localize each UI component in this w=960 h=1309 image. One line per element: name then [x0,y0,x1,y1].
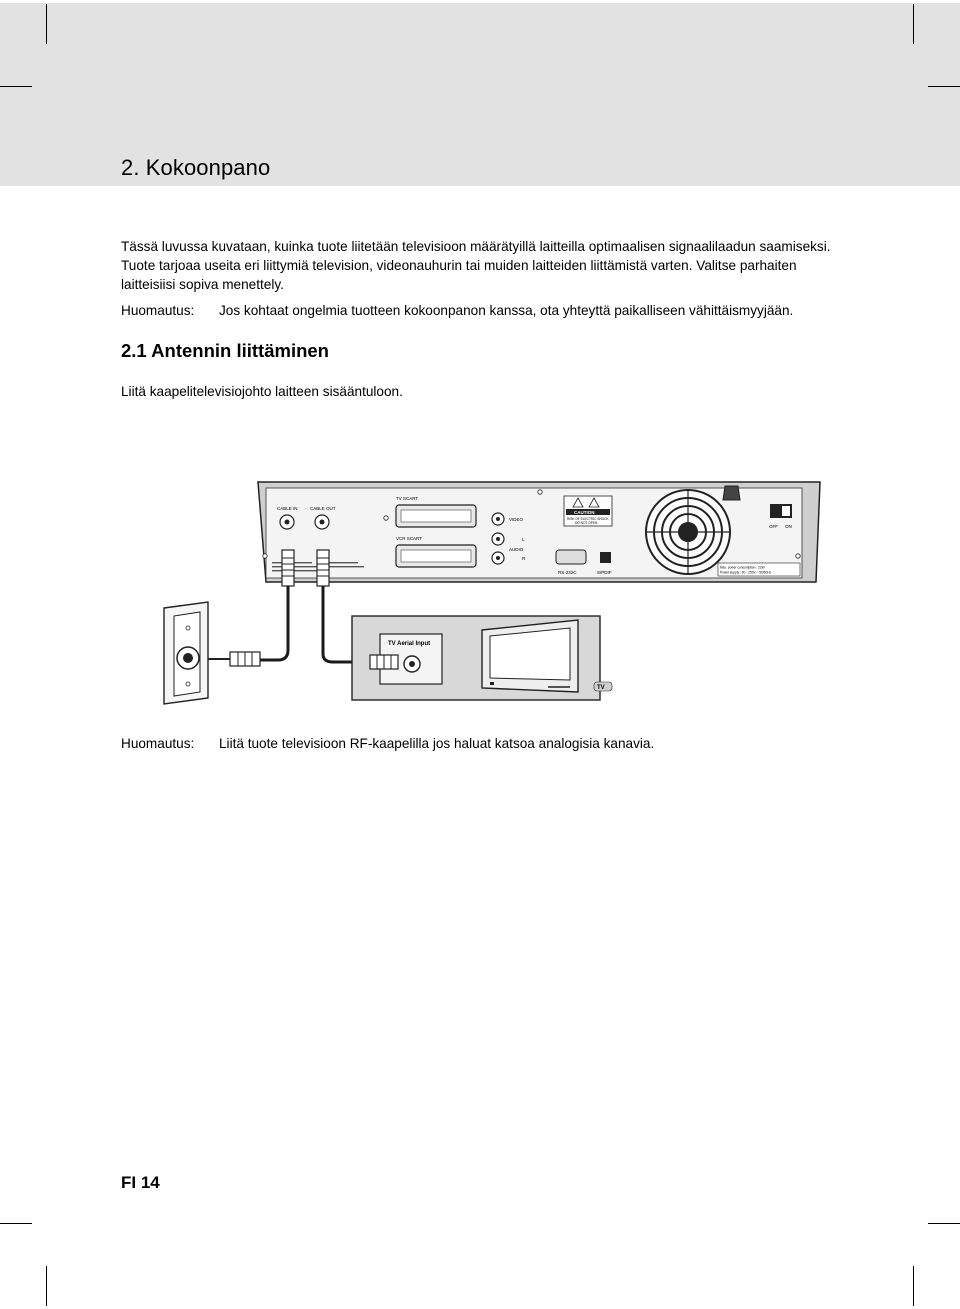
label-spdif: S/PDIF [597,570,612,575]
fan-grille [646,490,730,574]
tv-label: TV [597,685,605,691]
intro-paragraph: Tässä luvussa kuvataan, kuinka tuote liitetään televisioon määrätyillä laitteilla optimaalisen signaalilaadun saamiseksi. Tuote tarjoaa useita eri liittymiä television, videonauhurin tai muiden laitteiden liittämistä varten. Valitse parhaiten laitteisiisi sopiva menettely. [121,239,831,292]
label-cable-in: CABLE IN [277,506,298,511]
crop-mark [913,1266,914,1306]
label-on: ON [785,524,792,529]
section-title: 2.1 Antennin liittäminen [121,340,329,361]
label-rs232c: RS-232C [558,570,577,575]
label-cable-out: CABLE OUT [310,506,336,511]
note-text: Liitä tuote televisioon RF-kaapelilla jos haluat katsoa analogisia kanavia. [219,736,655,751]
label-vcr-scart: VCR SCART [396,536,422,541]
crop-mark [928,86,960,87]
label-off: OFF [769,524,778,529]
instruction-text: Liitä kaapelitelevisiojohto laitteen sisääntuloon. [121,384,403,399]
cable-wall-to-receiver [260,586,288,660]
crop-mark [913,4,914,44]
note-label: Huomautus: [121,303,195,318]
plug-wall [208,652,260,666]
plug-cable-out [317,550,329,586]
power-inlet [723,486,740,500]
spdif-port [600,552,611,563]
label-audio: AUDIO [509,547,524,552]
label-tv-scart: TV SCART [396,496,419,501]
crop-mark [0,86,32,87]
page-number: FI 14 [121,1173,160,1192]
crop-mark [928,1223,960,1224]
crop-mark [46,4,47,44]
note-text: Jos kohtaat ongelmia tuotteen kokoonpanon kanssa, ota yhteyttä paikalliseen vähittäismyyjään. [219,303,794,318]
note-label: Huomautus: [121,736,195,751]
plug-tv [370,655,398,669]
tv-set [352,616,612,700]
caution-line2: DO NOT OPEN [575,521,598,525]
crop-mark [46,1266,47,1306]
tv-aerial-input-label: TV Aerial Input [388,641,431,647]
rating-power-supply: Power supply : 90 - 250V ~ 50/60Hz [720,570,772,575]
label-audio-r: R [522,556,526,561]
rs232c-port [556,550,586,564]
receiver-rear-panel [258,482,820,582]
caution-line1: RISK OF ELECTRIC SHOCK [567,517,609,521]
crop-mark [0,1223,32,1224]
chapter-title: 2. Kokoonpano [121,155,271,180]
label-video: VIDEO [509,517,524,522]
connection-diagram [150,470,830,710]
label-audio-l: L [522,537,525,542]
wall-antenna-socket [164,602,208,704]
header-separator [0,0,960,3]
caution-heading: CAUTION [574,510,595,515]
plug-cable-in [282,550,294,586]
rating-power-consumption: Max. power consumption : 22W [720,565,765,570]
